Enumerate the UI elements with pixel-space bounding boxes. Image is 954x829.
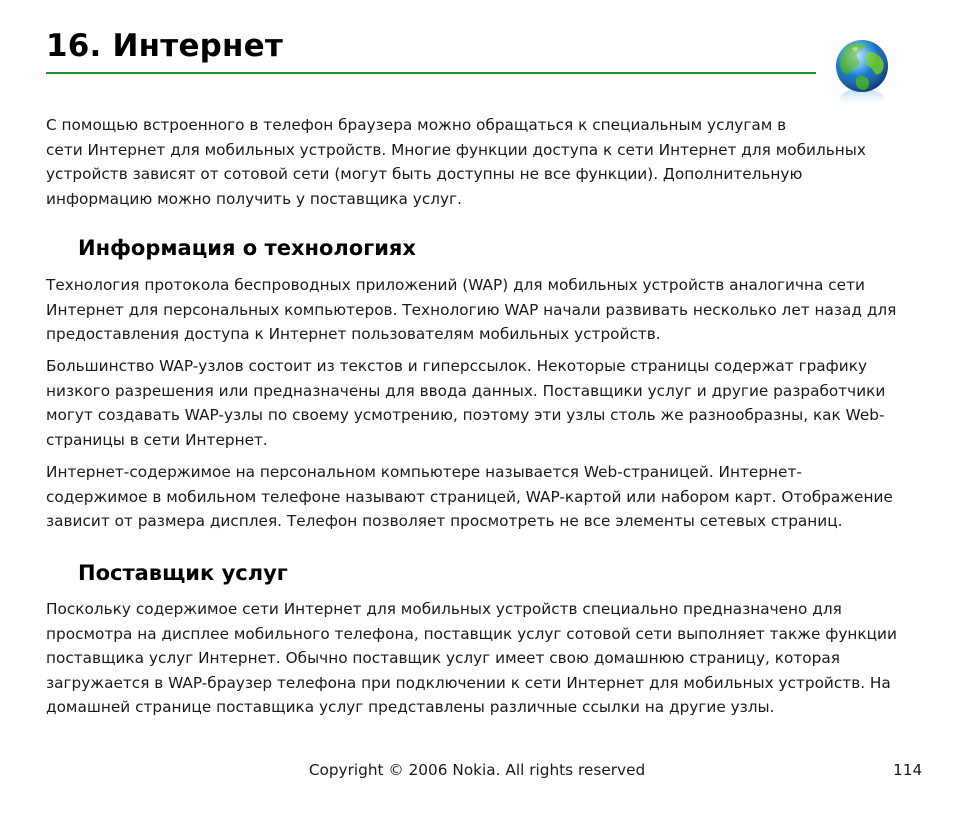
text-line: просмотра на дисплее мобильного телефона, поставщик услуг сотовой сети выполняет также функции	[46, 624, 897, 643]
text-line: страницы в сети Интернет.	[46, 430, 268, 449]
provider-paragraph	[46, 597, 906, 720]
intro-paragraph	[46, 113, 906, 211]
text-line: Интернет-содержимое на персональном компьютере называется Web-страницей. Интернет-	[46, 463, 802, 481]
text-line: Интернет для персональных компьютеров. Технологию WAP начали развивать несколько лет назад для	[46, 300, 897, 319]
text-line: загружается в WAP-браузер телефона при подключении к сети Интернет для мобильных устройств. На	[46, 673, 891, 692]
text-line: Технология протокола беспроводных приложений (WAP) для мобильных устройств аналогична сети	[46, 276, 865, 294]
text-line: Поскольку содержимое сети Интернет для мобильных устройств специально предназначено для	[46, 600, 842, 618]
section-heading-technology: Информация о технологиях	[78, 236, 416, 260]
text-line: содержимое в мобильном телефоне называют страницей, WAP-картой или набором карт. Отображение	[46, 487, 893, 506]
globe-icon	[828, 36, 898, 110]
technology-paragraph-2	[46, 354, 906, 452]
text-line: поставщика услуг Интернет. Обычно поставщик услуг имеет свою домашнюю страницу, которая	[46, 649, 840, 667]
technology-paragraph-1	[46, 273, 906, 347]
text-line: предоставления доступа к Интернет пользователям мобильных устройств.	[46, 325, 661, 343]
section-heading-provider: Поставщик услуг	[78, 561, 288, 585]
footer-copyright: Copyright © 2006 Nokia. All rights reserved	[308, 761, 646, 779]
text-line: низкого разрешения или предназначены для ввода данных. Поставщики услуг и другие разработчики	[46, 381, 886, 400]
text-line: зависит от размера дисплея. Телефон позволяет просмотреть не все элементы сетевых страниц.	[46, 512, 843, 530]
page-number: 114	[893, 761, 923, 779]
text-line: Большинство WAP-узлов состоит из текстов и гиперссылок. Некоторые страницы содержат графику	[46, 357, 867, 375]
text-line: устройств зависят от сотовой сети (могут быть доступны не все функции). Дополнительную	[46, 165, 803, 183]
title-rule	[46, 72, 816, 74]
text-line: могут создавать WAP-узлы по своему усмотрению, поэтому эти узлы столь же разнообразны, как Web-	[46, 406, 885, 424]
text-line: сети Интернет для мобильных устройств. Многие функции доступа к сети Интернет для мобильных	[46, 140, 866, 159]
text-line: домашней странице поставщика услуг представлены различные ссылки на другие узлы.	[46, 698, 775, 716]
text-line: информацию можно получить у поставщика услуг.	[46, 189, 462, 208]
chapter-title: 16. Интернет	[46, 28, 284, 64]
text-line: С помощью встроенного в телефон браузера можно обращаться к специальным услугам в	[46, 116, 787, 134]
technology-paragraph-3	[46, 460, 906, 534]
